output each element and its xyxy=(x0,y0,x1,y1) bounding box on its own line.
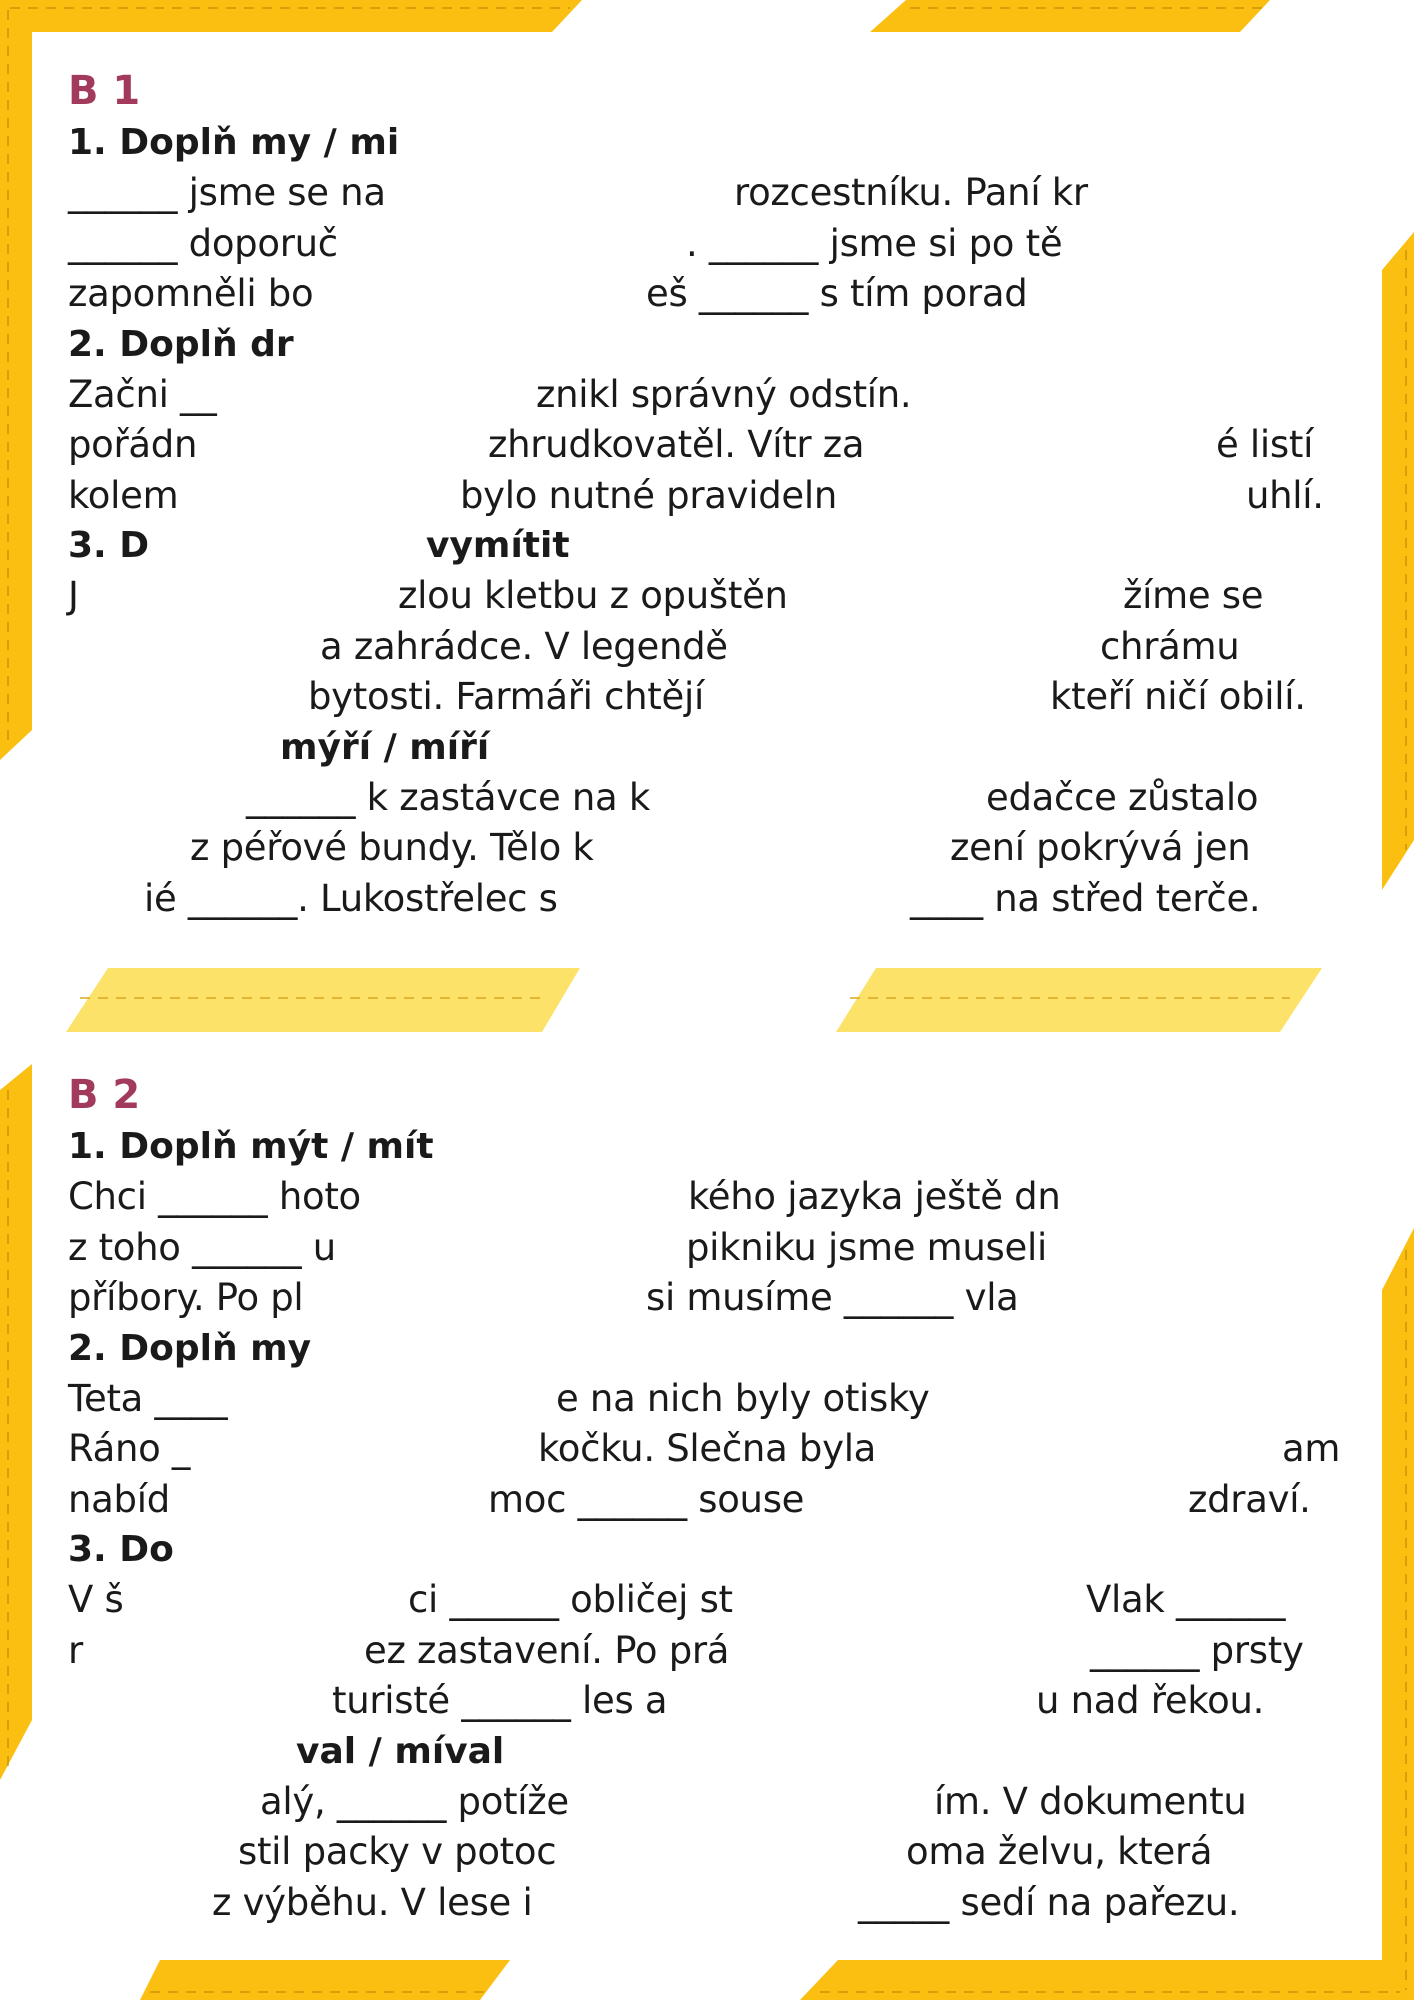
text-fragment: znikl správný odstín. xyxy=(536,372,912,416)
task-title: 1. Doplň my / mi xyxy=(68,122,400,163)
text-fragment: Teta ____ xyxy=(68,1376,228,1420)
text-fragment: ______ prsty xyxy=(1090,1628,1304,1672)
task-2 xyxy=(68,1324,1358,1526)
text-fragment: r xyxy=(68,1628,83,1672)
task-4 xyxy=(68,723,1358,925)
text-fragment: eš ______ s tím porad xyxy=(646,272,1028,315)
task-line xyxy=(68,1827,1358,1878)
task-line xyxy=(68,1273,1358,1324)
text-fragment: Začni __ xyxy=(68,372,217,416)
task-line xyxy=(68,622,1358,673)
task-title-start: 3. D xyxy=(68,525,150,566)
task-line xyxy=(68,1777,1358,1828)
text-fragment: edačce zůstalo xyxy=(986,775,1259,819)
task-title: 3. Do xyxy=(68,1529,174,1570)
task-line xyxy=(68,370,1358,421)
text-fragment: zení pokrývá jen xyxy=(950,826,1251,869)
task-line xyxy=(68,269,1358,320)
text-fragment: a zahrádce. V legendě xyxy=(320,624,728,668)
text-fragment: am xyxy=(1282,1427,1341,1470)
text-fragment: zlou kletbu z opuštěn xyxy=(398,574,788,617)
text-fragment: chrámu xyxy=(1100,624,1240,668)
text-fragment: pořádn xyxy=(68,423,198,466)
task-title: 2. Doplň my xyxy=(68,1327,312,1369)
task-line xyxy=(68,773,1358,824)
task-title: 1. Doplň mýt / mít xyxy=(68,1126,434,1167)
text-fragment: u nad řekou. xyxy=(1036,1679,1265,1722)
text-fragment: nabíd xyxy=(68,1477,170,1521)
task-line xyxy=(68,1575,1358,1626)
task-title xyxy=(68,1727,1358,1777)
task-title xyxy=(68,521,1358,571)
text-fragment: Vlak ______ xyxy=(1086,1578,1286,1621)
task-line xyxy=(68,672,1358,723)
text-fragment: příbory. Po pl xyxy=(68,1276,304,1319)
text-fragment: alý, ______ potíže xyxy=(260,1779,569,1823)
task-line xyxy=(68,1223,1358,1274)
text-fragment: _____ sedí na pařezu. xyxy=(858,1880,1240,1924)
task-1 xyxy=(68,118,1358,320)
worksheet-card-b2 xyxy=(68,1070,1358,1928)
text-fragment: z péřové bundy. Tělo k xyxy=(190,826,594,869)
task-1 xyxy=(68,1122,1358,1324)
text-fragment: bytosti. Farmáři chtějí xyxy=(308,675,704,718)
task-line xyxy=(68,219,1358,270)
task-title: 2. Doplň dr xyxy=(68,323,294,365)
text-fragment: kočku. Slečna byla xyxy=(538,1427,877,1470)
text-fragment: V š xyxy=(68,1578,124,1621)
text-fragment: moc ______ souse xyxy=(488,1477,805,1521)
task-line xyxy=(68,168,1358,219)
text-fragment: z toho ______ u xyxy=(68,1225,336,1269)
task-3 xyxy=(68,521,1358,723)
text-fragment: J xyxy=(68,574,79,617)
text-fragment: stil packy v potoc xyxy=(238,1830,557,1873)
text-fragment: pikniku jsme museli xyxy=(686,1225,1047,1269)
text-fragment: Chci ______ hoto xyxy=(68,1175,361,1218)
text-fragment: turisté ______ les a xyxy=(332,1679,668,1722)
text-fragment: žíme se xyxy=(1123,574,1264,617)
task-line xyxy=(68,571,1358,622)
task-4 xyxy=(68,1727,1358,1929)
text-fragment: ez zastavení. Po prá xyxy=(364,1628,730,1672)
task-line xyxy=(68,471,1358,522)
text-fragment: é listí xyxy=(1216,423,1314,466)
task-line xyxy=(68,1676,1358,1727)
task-title xyxy=(68,723,1358,773)
task-3 xyxy=(68,1525,1358,1727)
task-2 xyxy=(68,320,1358,522)
task-title-end: vymítit xyxy=(426,525,570,566)
task-line xyxy=(68,1878,1358,1929)
text-fragment: kteří ničí obilí. xyxy=(1050,675,1306,718)
task-line xyxy=(68,420,1358,471)
text-fragment: zapomněli bo xyxy=(68,272,314,315)
text-fragment: ______ k zastávce na k xyxy=(246,775,650,819)
text-fragment: bylo nutné pravideln xyxy=(460,473,837,517)
text-fragment: Ráno _ xyxy=(68,1427,191,1470)
worksheet-card-b1 xyxy=(68,66,1358,924)
text-fragment: uhlí. xyxy=(1246,473,1324,517)
task-title-text: mýří / míří xyxy=(280,726,490,768)
task-line xyxy=(68,1475,1358,1526)
task-line xyxy=(68,823,1358,874)
task-title-text: val / míval xyxy=(296,1730,505,1772)
text-fragment: ié ______. Lukostřelec s xyxy=(144,876,558,920)
text-fragment: si musíme ______ vla xyxy=(646,1276,1019,1319)
text-fragment: . ______ jsme si po tě xyxy=(686,221,1063,265)
text-fragment: z výběhu. V lese i xyxy=(212,1880,533,1924)
card-title: B 2 xyxy=(68,1072,141,1118)
task-line xyxy=(68,1424,1358,1475)
text-fragment: e na nich byly otisky xyxy=(556,1376,930,1420)
text-fragment: oma želvu, která xyxy=(906,1830,1213,1873)
task-line xyxy=(68,1374,1358,1425)
text-fragment: ci ______ obličej st xyxy=(408,1578,733,1621)
task-line xyxy=(68,874,1358,925)
task-line xyxy=(68,1172,1358,1223)
text-fragment: rozcestníku. Paní kr xyxy=(734,171,1088,214)
task-line xyxy=(68,1626,1358,1677)
text-fragment: kého jazyka ještě dn xyxy=(688,1175,1061,1218)
text-fragment: ______ jsme se na xyxy=(68,171,386,214)
text-fragment: zhrudkovatěl. Vítr za xyxy=(488,423,865,466)
text-fragment: zdraví. xyxy=(1188,1477,1311,1521)
card-title: B 1 xyxy=(68,68,141,114)
text-fragment: ím. V dokumentu xyxy=(934,1779,1247,1823)
text-fragment: ____ na střed terče. xyxy=(910,876,1261,920)
text-fragment: kolem xyxy=(68,473,179,517)
text-fragment: ______ doporuč xyxy=(68,221,338,265)
